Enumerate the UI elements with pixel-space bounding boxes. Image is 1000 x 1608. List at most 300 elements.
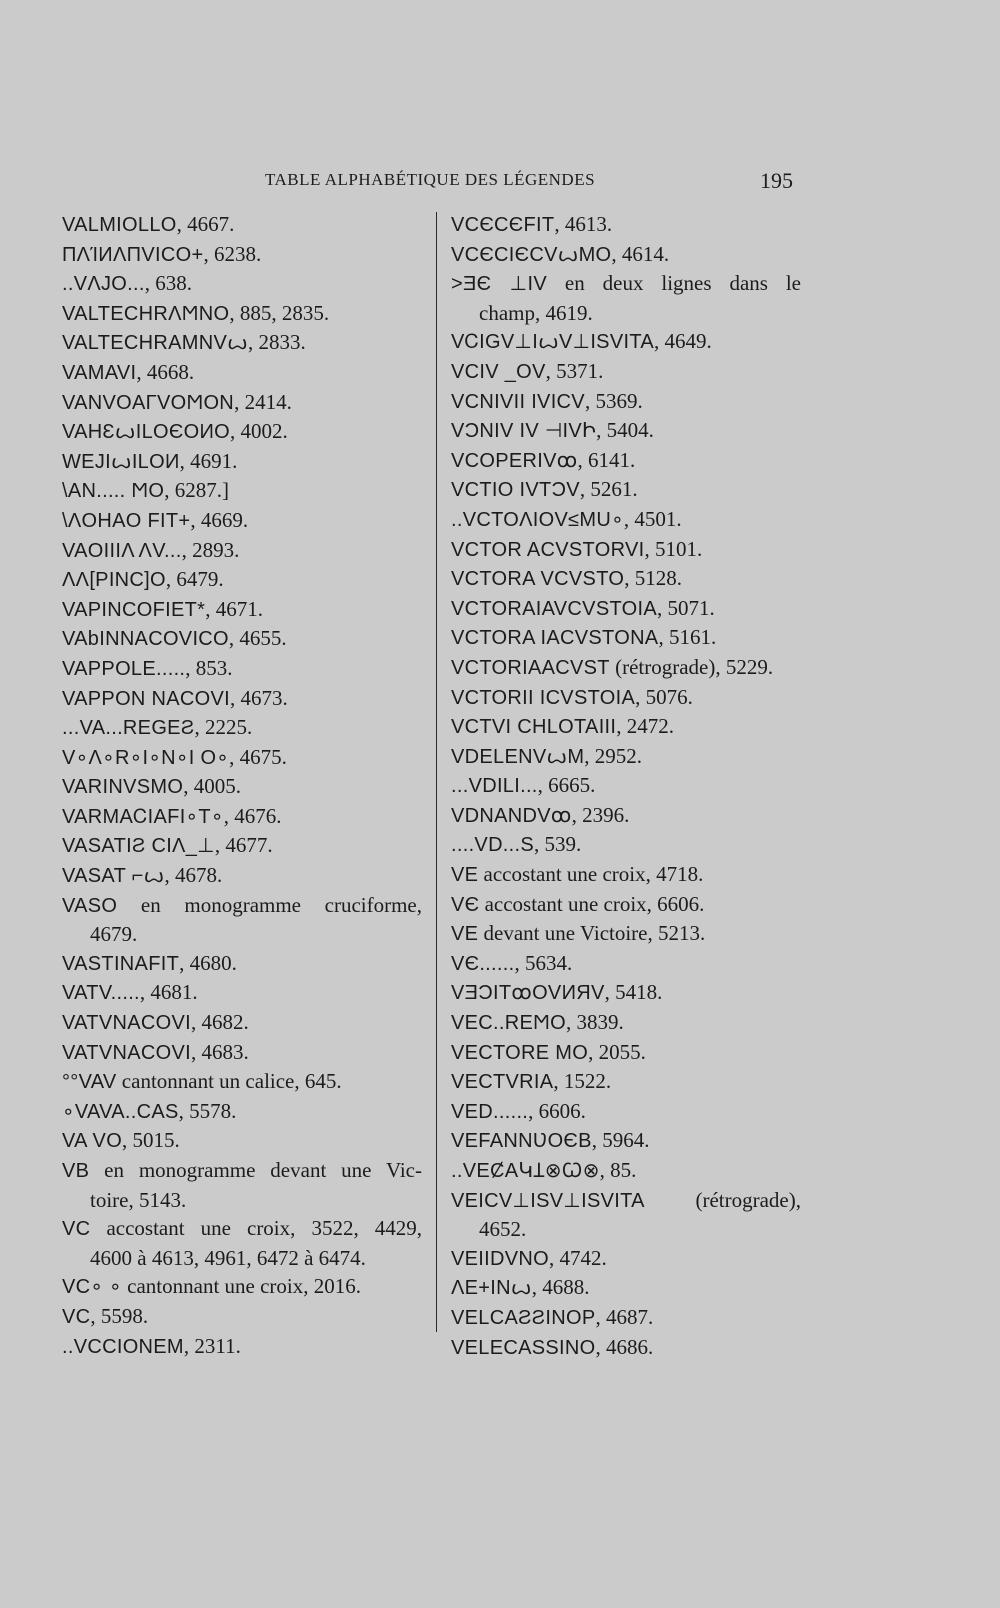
entry-line bbox=[62, 506, 422, 536]
entry-reference: , 2414. bbox=[234, 389, 292, 414]
entry-reference: (rétrograde), 5229. bbox=[609, 654, 774, 679]
entry-line bbox=[451, 269, 801, 299]
entry-line bbox=[62, 743, 422, 773]
entry-reference: , 4667. bbox=[176, 212, 235, 236]
index-entry bbox=[451, 505, 801, 535]
entry-line bbox=[451, 505, 801, 535]
index-entry bbox=[451, 1244, 801, 1274]
index-entry bbox=[62, 802, 422, 832]
entry-line bbox=[62, 1156, 422, 1186]
entry-line bbox=[62, 447, 422, 477]
entry-line bbox=[451, 240, 801, 270]
entry-reference: , 2472. bbox=[616, 714, 675, 739]
entry-legend: VDNANDVꝏ bbox=[451, 804, 572, 827]
entry-line bbox=[62, 476, 422, 506]
entry-line bbox=[451, 830, 801, 860]
entry-line bbox=[62, 831, 422, 861]
entry-reference: , 6606. bbox=[528, 1098, 586, 1123]
entry-line bbox=[62, 1097, 422, 1127]
running-title: TABLE ALPHABÉTIQUE DES LÉGENDES bbox=[265, 170, 596, 189]
entry-line bbox=[451, 919, 801, 949]
index-entry bbox=[451, 210, 801, 240]
index-entry bbox=[62, 891, 422, 949]
entry-legend: ..VCTOΛIOV≤MU∘ bbox=[451, 508, 624, 531]
entry-line bbox=[451, 564, 801, 594]
entry-line bbox=[451, 594, 801, 624]
entry-reference: , 2225. bbox=[194, 715, 253, 740]
index-entry bbox=[451, 623, 801, 653]
left-column bbox=[62, 210, 422, 1361]
entry-line bbox=[62, 1008, 422, 1038]
entry-legend: °°VAV bbox=[62, 1071, 117, 1094]
entry-reference: en monogramme devant une Vic- bbox=[89, 1158, 422, 1182]
entry-legend: VƆNIV IV ⊣IVԻ bbox=[451, 420, 597, 443]
entry-line bbox=[62, 1272, 422, 1302]
running-header bbox=[0, 168, 1000, 202]
entry-legend: VCTORAIAVCVSTOIA bbox=[451, 597, 657, 620]
entry-reference: , 4678. bbox=[164, 863, 223, 888]
index-entry bbox=[62, 358, 422, 388]
index-entry bbox=[451, 1038, 801, 1068]
entry-reference: , 6479. bbox=[165, 567, 224, 592]
entry-legend: VC∘ ∘ bbox=[62, 1276, 122, 1299]
index-entry bbox=[451, 1097, 801, 1127]
entry-line bbox=[451, 1008, 801, 1038]
index-entry bbox=[451, 1156, 801, 1186]
index-entry bbox=[451, 446, 801, 476]
entry-legend: VASO bbox=[62, 894, 118, 917]
entry-legend: V∘Λ∘R∘I∘N∘I O∘ bbox=[62, 746, 230, 769]
entry-legend: VAMAVI bbox=[62, 361, 137, 384]
entry-reference: , 5404. bbox=[596, 418, 654, 443]
entry-reference: , 4668. bbox=[136, 359, 195, 384]
entry-line bbox=[451, 1303, 801, 1333]
entry-legend: ....VD...S bbox=[451, 834, 535, 857]
entry-legend: VELECASSINO bbox=[451, 1336, 596, 1359]
entry-line bbox=[451, 949, 801, 979]
index-entry bbox=[451, 919, 801, 949]
index-entry bbox=[62, 595, 422, 625]
entry-reference: , 4613. bbox=[554, 212, 613, 236]
entry-legend: VARMAᏟIAFI∘T∘ bbox=[62, 805, 224, 828]
index-entry bbox=[62, 417, 422, 447]
entry-legend: VEIIDVNO bbox=[451, 1247, 549, 1270]
index-entry bbox=[62, 743, 422, 773]
index-entry bbox=[62, 1156, 422, 1214]
entry-reference: , 885, 2835. bbox=[229, 300, 330, 325]
index-entry bbox=[451, 653, 801, 683]
entry-legend: VEFANNƲOЄB bbox=[451, 1130, 592, 1153]
index-entry bbox=[451, 416, 801, 446]
entry-legend: WEJIꙍILOИ bbox=[62, 450, 180, 473]
entry-legend: VCTORII ICVSTOIA bbox=[451, 686, 636, 709]
entry-legend: ΛΛ[PINC]O bbox=[62, 569, 166, 592]
index-entry bbox=[62, 506, 422, 536]
entry-line bbox=[451, 210, 801, 240]
entry-reference: , 5418. bbox=[604, 980, 663, 1005]
entry-legend: VAPPON NACOVI bbox=[62, 687, 231, 710]
entry-legend: ПΛΊИΛΠVICO+ bbox=[62, 243, 204, 266]
index-entry bbox=[62, 536, 422, 566]
entry-reference: , 5076. bbox=[635, 684, 693, 709]
entry-line bbox=[451, 978, 801, 1008]
entry-legend: VARINVSMO bbox=[62, 776, 184, 799]
entry-legend: \AN..... ϺO bbox=[62, 480, 165, 503]
entry-reference: accostant une croix, 3522, 4429, bbox=[90, 1216, 422, 1241]
entry-reference: , 4669. bbox=[190, 507, 249, 532]
entry-legend: VCNIVII IVICV bbox=[451, 390, 585, 413]
index-entry bbox=[62, 1097, 422, 1127]
entry-reference: , 6287.] bbox=[164, 478, 229, 503]
entry-legend: VCTORIAACVST bbox=[451, 656, 610, 679]
index-entry bbox=[451, 712, 801, 742]
index-entry bbox=[451, 801, 801, 831]
entry-line bbox=[451, 1067, 801, 1097]
entry-legend: VCЄCЄFIT bbox=[451, 214, 555, 236]
entry-legend: VALTECHRΛϺNO bbox=[62, 302, 230, 325]
entry-reference: cantonnant un calice, 645. bbox=[116, 1069, 342, 1094]
right-column bbox=[451, 210, 801, 1362]
entry-line bbox=[451, 801, 801, 831]
entry-line bbox=[62, 684, 422, 714]
entry-reference: , 4686. bbox=[595, 1334, 654, 1359]
index-entry bbox=[62, 654, 422, 684]
index-entry bbox=[62, 1008, 422, 1038]
entry-reference: , 4691. bbox=[179, 448, 238, 473]
entry-legend: VCTORA VCVSTO bbox=[451, 568, 625, 591]
entry-legend: VAOIIIΛ ΛV... bbox=[62, 539, 182, 562]
entry-line bbox=[62, 713, 422, 743]
entry-continuation: 4679. bbox=[90, 922, 138, 947]
entry-line bbox=[62, 1067, 422, 1097]
entry-line bbox=[451, 890, 801, 920]
index-entry bbox=[62, 624, 422, 654]
entry-continuation: champ, 4619. bbox=[479, 300, 593, 325]
entry-reference: , 5071. bbox=[656, 595, 715, 620]
entry-reference: (rétrograde), bbox=[644, 1187, 801, 1212]
entry-line bbox=[451, 535, 801, 565]
entry-line bbox=[62, 891, 422, 921]
entry-reference: , 2055. bbox=[588, 1039, 646, 1064]
index-entry bbox=[62, 1302, 422, 1332]
entry-line bbox=[451, 1126, 801, 1156]
entry-line bbox=[62, 536, 422, 566]
entry-reference: , 2893. bbox=[181, 537, 240, 562]
index-entry bbox=[451, 327, 801, 357]
index-entry bbox=[451, 1067, 801, 1097]
index-entry bbox=[62, 447, 422, 477]
index-entry bbox=[451, 1273, 801, 1303]
index-entry bbox=[62, 949, 422, 979]
entry-reference: , 3839. bbox=[565, 1010, 624, 1035]
entry-continuation: 4652. bbox=[479, 1217, 527, 1242]
entry-legend: VCTOR ACVSTORVI bbox=[451, 538, 645, 561]
index-entry bbox=[62, 1214, 422, 1272]
entry-legend: VED...... bbox=[451, 1100, 529, 1123]
entry-reference: , 5369. bbox=[584, 388, 643, 413]
entry-legend: VCIV _OV bbox=[451, 360, 546, 383]
entry-legend: VALTECHRAMNVꙍ bbox=[62, 332, 248, 355]
index-entry bbox=[451, 387, 801, 417]
entry-reference: , 2311. bbox=[183, 1333, 241, 1358]
entry-legend: VASATIƧ CIΛ_⊥ bbox=[62, 835, 215, 858]
entry-line bbox=[451, 1273, 801, 1303]
entry-line bbox=[62, 417, 422, 447]
entry-line bbox=[451, 446, 801, 476]
index-entry bbox=[62, 240, 422, 270]
entry-legend: VATVNACOVI bbox=[62, 1041, 191, 1064]
index-entry bbox=[451, 1303, 801, 1333]
entry-line bbox=[451, 742, 801, 772]
entry-line bbox=[62, 1332, 422, 1362]
entry-legend: VᏟIGV⊥IꙍV⊥ISVITA bbox=[451, 331, 654, 354]
entry-legend: VƎƆITꝏOVИЯV bbox=[451, 982, 605, 1005]
entry-reference: , 539. bbox=[534, 832, 582, 857]
entry-line bbox=[62, 358, 422, 388]
entry-reference: , 6665. bbox=[537, 773, 596, 798]
entry-legend: VCTVI CHLOTAIII bbox=[451, 716, 617, 739]
entry-legend: VANVOAΓVOϺON bbox=[62, 391, 235, 414]
entry-reference: , 638. bbox=[144, 271, 192, 296]
index-entry bbox=[451, 742, 801, 772]
entry-legend: VASTINAFIT bbox=[62, 952, 180, 975]
entry-reference: , 4655. bbox=[228, 626, 287, 651]
entry-line bbox=[62, 654, 422, 684]
entry-legend: VAHƐꙍILOЄOИO bbox=[62, 421, 230, 444]
entry-line bbox=[62, 1302, 422, 1332]
entry-line bbox=[62, 802, 422, 832]
entry-line bbox=[451, 1156, 801, 1186]
entry-reference: , 2952. bbox=[584, 743, 643, 768]
index-entry bbox=[451, 1186, 801, 1244]
entry-reference: , 5964. bbox=[591, 1128, 650, 1153]
entry-reference: , 4681. bbox=[139, 980, 198, 1005]
entry-line bbox=[451, 623, 801, 653]
entry-line bbox=[451, 712, 801, 742]
entry-line bbox=[451, 1038, 801, 1068]
entry-line bbox=[451, 653, 801, 683]
entry-line bbox=[62, 210, 422, 240]
index-entry bbox=[62, 299, 422, 329]
entry-line bbox=[451, 1097, 801, 1127]
entry-reference: , 2396. bbox=[571, 802, 630, 827]
entry-reference: devant une Victoire, 5213. bbox=[478, 921, 706, 946]
index-entry bbox=[62, 476, 422, 506]
entry-legend: VCTORA IACVSTONA bbox=[451, 627, 659, 650]
entry-reference: , 4676. bbox=[223, 803, 282, 828]
index-entry bbox=[451, 860, 801, 890]
entry-line bbox=[62, 1126, 422, 1156]
entry-line bbox=[62, 1038, 422, 1068]
entry-legend: ...VDILI... bbox=[451, 775, 538, 798]
entry-line bbox=[451, 387, 801, 417]
entry-legend: ..VCCIONEM bbox=[62, 1335, 184, 1358]
entry-legend: VC bbox=[62, 1305, 91, 1328]
index-entry bbox=[451, 771, 801, 801]
entry-reference: , 4683. bbox=[190, 1039, 249, 1064]
entry-continuation: 4600 à 4613, 4961, 6472 à 6474. bbox=[90, 1245, 366, 1270]
entry-line bbox=[62, 1214, 422, 1244]
entry-legend: >ƎЄ ⊥IV bbox=[451, 273, 548, 296]
entry-reference: , 4649. bbox=[654, 329, 712, 354]
entry-reference: , 5161. bbox=[658, 625, 717, 650]
entry-reference: , 2833. bbox=[247, 330, 306, 355]
index-entry bbox=[451, 978, 801, 1008]
entry-legend: VCЄCIЄCVꙍMO bbox=[451, 243, 612, 266]
index-entry bbox=[451, 535, 801, 565]
entry-line bbox=[451, 1333, 801, 1363]
column-divider bbox=[436, 212, 437, 1332]
entry-line bbox=[451, 1186, 801, 1216]
index-entry bbox=[451, 240, 801, 270]
entry-line bbox=[62, 240, 422, 270]
entry-reference: , 5128. bbox=[624, 566, 682, 591]
entry-legend: VAbINNACOVICO bbox=[62, 628, 229, 651]
entry-legend: VB bbox=[62, 1160, 90, 1182]
index-entry bbox=[451, 1008, 801, 1038]
index-entry bbox=[451, 949, 801, 979]
entry-line bbox=[62, 269, 422, 299]
entry-legend: VEC..REϺO bbox=[451, 1012, 566, 1035]
index-entry bbox=[451, 890, 801, 920]
entry-reference: , 4671. bbox=[205, 596, 263, 621]
entry-reference: , 4614. bbox=[611, 241, 670, 266]
index-entry bbox=[451, 830, 801, 860]
entry-line bbox=[451, 357, 801, 387]
entry-reference: , 4677. bbox=[214, 833, 273, 858]
index-entry bbox=[451, 564, 801, 594]
entry-legend: VASAT ⌐ꙍ bbox=[62, 865, 165, 888]
entry-reference: , 853. bbox=[185, 655, 233, 680]
entry-reference: , 5101. bbox=[644, 536, 703, 561]
entry-reference: , 4687. bbox=[595, 1304, 654, 1329]
entry-legend: VЄ...... bbox=[451, 952, 515, 975]
index-entry bbox=[62, 210, 422, 240]
entry-line bbox=[62, 328, 422, 358]
entry-reference: , 5598. bbox=[90, 1303, 149, 1328]
entry-line bbox=[62, 565, 422, 595]
index-entry bbox=[62, 269, 422, 299]
entry-line bbox=[451, 860, 801, 890]
entry-reference: , 4501. bbox=[623, 506, 682, 531]
entry-legend: VE bbox=[451, 864, 479, 887]
entry-reference: , 5371. bbox=[545, 358, 604, 383]
entry-reference: , 4673. bbox=[230, 685, 288, 710]
index-entry bbox=[62, 1038, 422, 1068]
entry-reference: , 5578. bbox=[178, 1098, 237, 1123]
entry-reference: , 1522. bbox=[553, 1069, 612, 1094]
entry-legend: VCOPERIVꝏ bbox=[451, 449, 578, 472]
entry-legend: VAPINCOFIET* bbox=[62, 598, 206, 621]
index-entry bbox=[62, 713, 422, 743]
page-number: 195 bbox=[760, 168, 793, 193]
entry-legend: VATV..... bbox=[62, 982, 140, 1005]
entry-line bbox=[62, 949, 422, 979]
entry-reference: accostant une croix, 4718. bbox=[478, 862, 704, 887]
index-entry bbox=[62, 861, 422, 891]
entry-legend: ∘VAVA..CAS bbox=[62, 1100, 179, 1123]
index-entry bbox=[62, 1272, 422, 1302]
entry-legend: VЄ bbox=[451, 893, 480, 916]
entry-line bbox=[451, 416, 801, 446]
entry-line bbox=[62, 861, 422, 891]
entry-legend: VATVNACOVI bbox=[62, 1012, 191, 1035]
index-entry bbox=[62, 1332, 422, 1362]
entry-line bbox=[62, 595, 422, 625]
entry-reference: , 5015. bbox=[122, 1128, 180, 1153]
entry-reference: en deux lignes dans le bbox=[547, 271, 802, 296]
index-entry bbox=[451, 683, 801, 713]
entry-reference: accostant une croix, 6606. bbox=[479, 891, 705, 916]
entry-reference: en monogramme cruciforme, bbox=[117, 892, 422, 917]
entry-legend: ...VA...REGEƧ bbox=[62, 717, 195, 740]
index-entry bbox=[62, 328, 422, 358]
entry-line bbox=[62, 299, 422, 329]
entry-legend: \ΛOHAO FIT+ bbox=[62, 509, 191, 532]
entry-reference: , 6238. bbox=[203, 241, 262, 266]
entry-reference: , 5634. bbox=[514, 950, 573, 975]
entry-reference: , 4680. bbox=[179, 950, 237, 975]
entry-legend: VC bbox=[62, 1218, 91, 1241]
index-entry bbox=[62, 978, 422, 1008]
entry-legend: VELCAƧƧINOP bbox=[451, 1306, 596, 1329]
index-entry bbox=[62, 565, 422, 595]
entry-continuation: toire, 5143. bbox=[90, 1187, 187, 1212]
entry-line bbox=[62, 772, 422, 802]
entry-legend: VEICV⊥ISV⊥ISVITA bbox=[451, 1189, 645, 1212]
entry-reference: , 5261. bbox=[579, 477, 638, 502]
index-entry bbox=[451, 269, 801, 327]
entry-line bbox=[62, 624, 422, 654]
entry-legend: ..VEȻAԿꞱ⊗Ꞷ⊗ bbox=[451, 1160, 600, 1182]
entry-legend: VECTVRIA bbox=[451, 1071, 554, 1094]
entry-legend: VDELENVꙍM bbox=[451, 745, 585, 768]
index-entry bbox=[62, 388, 422, 418]
entry-reference: , 4005. bbox=[183, 774, 241, 799]
entry-line bbox=[451, 683, 801, 713]
entry-line bbox=[451, 327, 801, 357]
index-entry bbox=[62, 1067, 422, 1097]
index-entry bbox=[62, 772, 422, 802]
entry-reference: , 4682. bbox=[190, 1010, 249, 1035]
entry-line bbox=[451, 1244, 801, 1274]
index-entry bbox=[451, 594, 801, 624]
index-entry bbox=[62, 831, 422, 861]
entry-legend: ΛE+INꙍ bbox=[451, 1277, 532, 1300]
entry-line bbox=[62, 388, 422, 418]
entry-reference: , 6141. bbox=[577, 447, 636, 472]
entry-legend: VECTORE MO bbox=[451, 1041, 589, 1064]
entry-reference: , 4742. bbox=[548, 1245, 607, 1270]
index-entry bbox=[62, 1126, 422, 1156]
entry-line bbox=[451, 475, 801, 505]
entry-legend: VAPPOLE..... bbox=[62, 657, 186, 680]
entry-line bbox=[451, 771, 801, 801]
entry-line bbox=[62, 978, 422, 1008]
index-entry bbox=[451, 475, 801, 505]
entry-legend: VALMIOLLO bbox=[62, 214, 177, 236]
index-entry bbox=[62, 684, 422, 714]
entry-legend: ..VΛJO... bbox=[62, 273, 145, 296]
entry-reference: , 4675. bbox=[229, 744, 287, 769]
entry-reference: , 85. bbox=[599, 1158, 637, 1182]
entry-legend: VCTIO IVTƆV bbox=[451, 479, 580, 502]
entry-legend: VA VO bbox=[62, 1130, 123, 1153]
entry-reference: , 4002. bbox=[229, 419, 288, 444]
entry-reference: cantonnant une croix, 2016. bbox=[121, 1274, 361, 1299]
entry-legend: VE bbox=[451, 923, 479, 946]
entry-reference: , 4688. bbox=[531, 1275, 590, 1300]
